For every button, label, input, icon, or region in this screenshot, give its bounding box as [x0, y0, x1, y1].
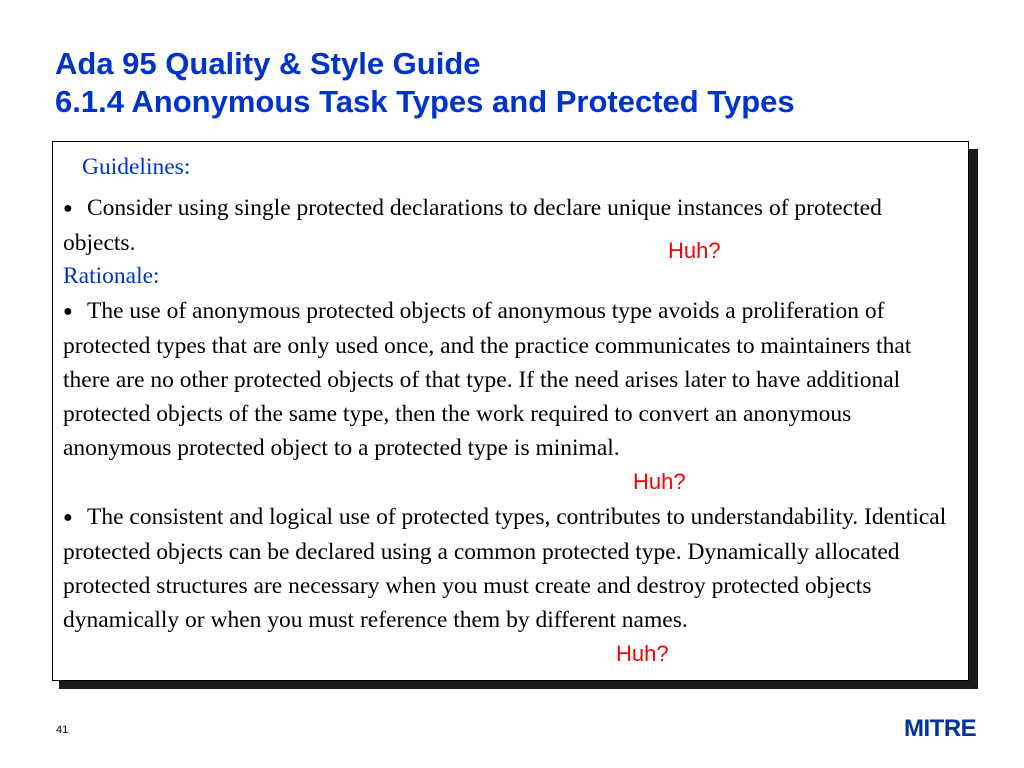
bullet-icon: ● — [63, 200, 73, 217]
mitre-logo: MITRE — [904, 715, 977, 742]
title-line-2: 6.1.4 Anonymous Task Types and Protected Types — [55, 84, 795, 119]
guideline-text: Consider using single protected declarations to declare unique instances of protected objects. — [63, 195, 882, 256]
rationale-heading: Rationale: — [63, 263, 160, 289]
page-number: 41 — [56, 724, 69, 736]
title-line-1: Ada 95 Quality & Style Guide — [55, 46, 481, 81]
rationale-item-2 — [63, 500, 958, 637]
guidelines-heading: Guidelines: — [82, 154, 191, 180]
guideline-item — [63, 191, 958, 260]
bullet-icon: ● — [63, 303, 73, 320]
huh-annotation-3: Huh? — [616, 641, 669, 666]
bullet-icon: ● — [63, 509, 73, 526]
huh-annotation-2: Huh? — [633, 469, 686, 494]
huh-annotation-1: Huh? — [668, 238, 721, 263]
rationale-item-1 — [63, 294, 958, 465]
rationale-text-1: The use of anonymous protected objects of anonymous type avoids a proliferation of protected types that are only used once, and the practice communicates to maintainers that there are no other protected objects of that type. If the need arises later to have additional protected objects of the same type, then the work required to convert an anonymous anonymous protected object to a protected type is minimal. — [63, 298, 912, 461]
rationale-text-2: The consistent and logical use of protected types, contributes to understandability. Identical protected objects can be declared using a common protected type. Dynamically allocated protected structures are necessary when you must create and destroy protected objects dynamically or when you must reference them by different names. — [63, 504, 947, 633]
